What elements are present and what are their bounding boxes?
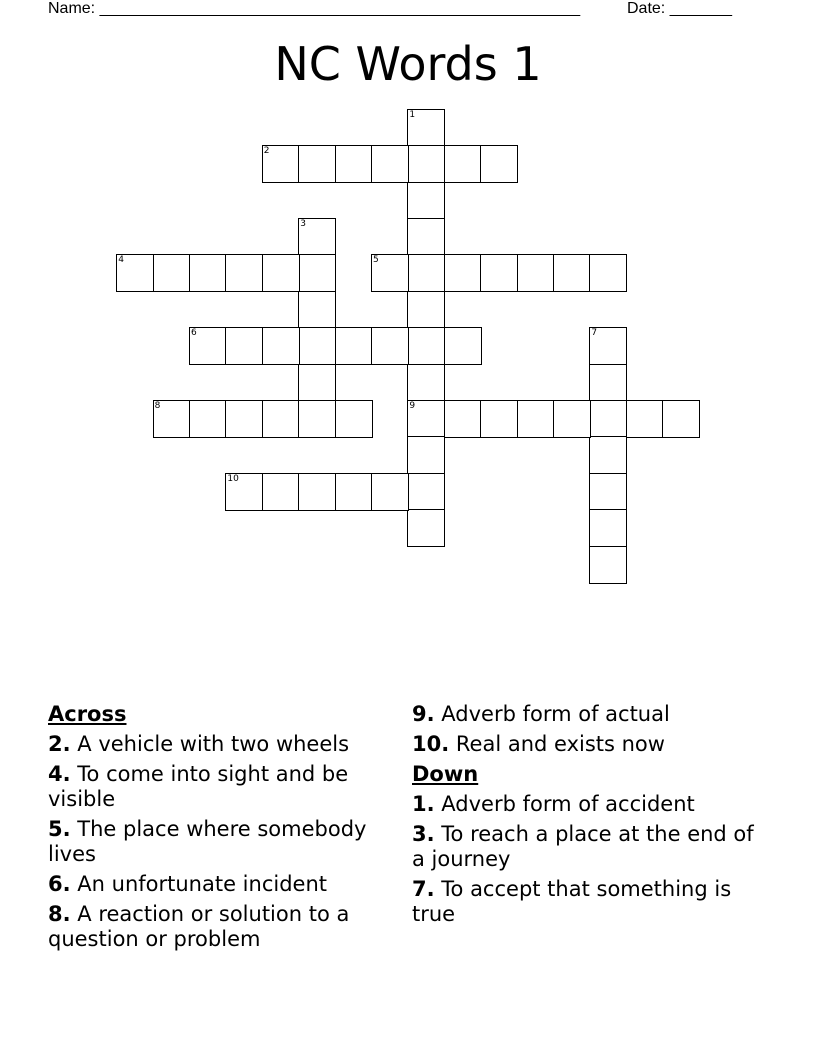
grid-cell[interactable] [298, 327, 336, 365]
clue-number: 7. [412, 877, 435, 901]
grid-cell[interactable] [153, 400, 191, 438]
grid-cell[interactable] [153, 254, 191, 292]
grid-cell[interactable] [480, 400, 518, 438]
grid-cell[interactable] [444, 145, 482, 183]
clue-across-6 [48, 872, 388, 897]
grid-cell[interactable] [407, 509, 445, 547]
grid-cell[interactable] [225, 473, 263, 511]
grid-cell[interactable] [407, 473, 445, 511]
grid-cell[interactable] [225, 400, 263, 438]
down-heading: Down [412, 762, 479, 786]
clue-across-10 [412, 732, 772, 757]
grid-cell[interactable] [662, 400, 700, 438]
clue-number: 9. [412, 702, 435, 726]
clue-text: An unfortunate incident [77, 872, 327, 896]
grid-cell[interactable] [444, 327, 482, 365]
clue-number-label: 10 [227, 473, 239, 484]
clue-number: 5. [48, 817, 71, 841]
grid-cell[interactable] [335, 400, 373, 438]
clue-text: To reach a place at the end of a journey [412, 822, 754, 871]
grid-cell[interactable] [298, 473, 336, 511]
grid-cell[interactable] [589, 254, 627, 292]
grid-cell[interactable] [407, 327, 445, 365]
clues-right-column [412, 702, 772, 932]
clue-down-7 [412, 877, 772, 927]
grid-cell[interactable] [225, 254, 263, 292]
clue-text: The place where somebody lives [48, 817, 367, 866]
grid-cell[interactable] [262, 327, 300, 365]
grid-cell[interactable] [298, 145, 336, 183]
clue-number-label: 7 [591, 328, 598, 339]
clue-number-label: 9 [409, 400, 416, 411]
grid-cell[interactable] [407, 254, 445, 292]
page-title: NC Words 1 [274, 37, 542, 91]
clue-text: Real and exists now [455, 732, 665, 756]
clue-across-8 [48, 902, 388, 952]
grid-cell[interactable] [298, 254, 336, 292]
clue-text: Adverb form of actual [441, 702, 670, 726]
date-field[interactable]: Date: _______ [627, 0, 732, 17]
across-heading: Across [48, 702, 127, 726]
grid-cell[interactable] [589, 436, 627, 474]
clue-number: 3. [412, 822, 435, 846]
grid-cell[interactable] [298, 291, 336, 329]
grid-cell[interactable] [407, 182, 445, 220]
grid-cell[interactable] [189, 327, 227, 365]
clue-number: 2. [48, 732, 71, 756]
grid-cell[interactable] [589, 473, 627, 511]
grid-cell[interactable] [517, 254, 555, 292]
clue-down-3 [412, 822, 772, 872]
grid-cell[interactable] [371, 473, 409, 511]
grid-cell[interactable] [444, 400, 482, 438]
clue-down-1 [412, 792, 772, 817]
clue-text: A vehicle with two wheels [77, 732, 350, 756]
grid-cell[interactable] [262, 254, 300, 292]
clue-number: 6. [48, 872, 71, 896]
grid-cell[interactable] [444, 254, 482, 292]
grid-cell[interactable] [225, 327, 263, 365]
grid-cell[interactable] [480, 254, 518, 292]
grid-cell[interactable] [517, 400, 555, 438]
grid-cell[interactable] [298, 400, 336, 438]
grid-cell[interactable] [189, 254, 227, 292]
clue-across-5 [48, 817, 388, 867]
grid-cell[interactable] [407, 364, 445, 402]
grid-cell[interactable] [589, 546, 627, 584]
grid-cell[interactable] [589, 400, 627, 438]
grid-cell[interactable] [589, 327, 627, 365]
grid-cell[interactable] [189, 400, 227, 438]
grid-cell[interactable] [553, 254, 591, 292]
grid-cell[interactable] [262, 145, 300, 183]
clue-text: A reaction or solution to a question or problem [48, 902, 350, 951]
grid-cell[interactable] [553, 400, 591, 438]
clue-across-4 [48, 762, 388, 812]
grid-cell[interactable] [371, 327, 409, 365]
grid-cell[interactable] [335, 145, 373, 183]
grid-cell[interactable] [407, 436, 445, 474]
clue-number-label: 8 [154, 400, 161, 411]
grid-cell[interactable] [335, 473, 373, 511]
grid-cell[interactable] [589, 509, 627, 547]
clue-across-2 [48, 732, 388, 757]
grid-cell[interactable] [262, 473, 300, 511]
clues-left-column [48, 702, 388, 957]
clue-number: 8. [48, 902, 71, 926]
clue-number-label: 5 [373, 255, 379, 266]
clue-number: 10. [412, 732, 450, 756]
grid-cell[interactable] [407, 145, 445, 183]
grid-cell[interactable] [298, 218, 336, 256]
clue-number: 1. [412, 792, 435, 816]
clue-number-label: 3 [300, 218, 306, 229]
grid-cell[interactable] [480, 145, 518, 183]
grid-cell[interactable] [407, 218, 445, 256]
name-field[interactable]: Name: ______________________________________________________ [48, 0, 581, 17]
grid-cell[interactable] [407, 400, 445, 438]
clue-text: Adverb form of accident [441, 792, 695, 816]
clue-number: 4. [48, 762, 71, 786]
grid-cell[interactable] [407, 109, 445, 147]
clue-number-label: 6 [191, 328, 197, 339]
clue-text: To accept that something is true [412, 877, 732, 926]
grid-cell[interactable] [371, 145, 409, 183]
grid-cell[interactable] [298, 364, 336, 402]
grid-cell[interactable] [335, 327, 373, 365]
grid-cell[interactable] [626, 400, 664, 438]
grid-cell[interactable] [589, 364, 627, 402]
clue-across-9 [412, 702, 772, 727]
grid-cell[interactable] [407, 291, 445, 329]
grid-cell[interactable] [371, 254, 409, 292]
clue-number-label: 4 [118, 255, 124, 266]
grid-cell[interactable] [116, 254, 154, 292]
grid-cell[interactable] [262, 400, 300, 438]
clue-number-label: 1 [409, 109, 416, 120]
clue-number-label: 2 [263, 146, 270, 157]
clue-text: To come into sight and be visible [48, 762, 349, 811]
